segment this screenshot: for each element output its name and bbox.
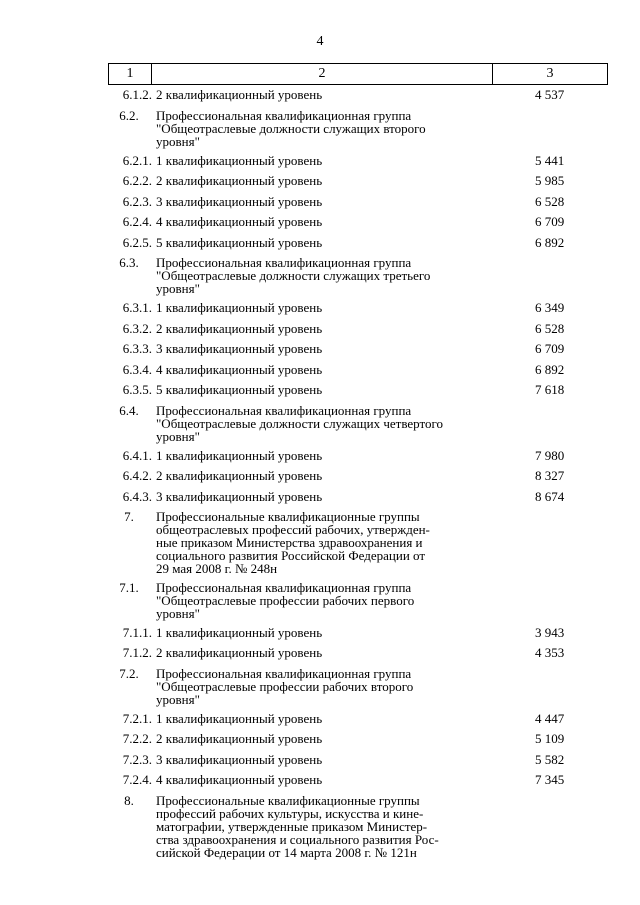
row-text: 3 квалификационный уровень [156, 341, 323, 357]
table-row [0, 490, 640, 511]
row-value: 6 709 [535, 214, 565, 230]
row-text: 4 квалификационный уровень [156, 361, 323, 377]
row-number: 6.2.5. [122, 234, 152, 250]
row-value: 6 892 [535, 234, 565, 250]
row-text: Профессиональные квалификационные группы общеотраслевых профессий рабочих, утвержден- ные приказом Министерства здравоохранения и социального развития Российской Федерации от 29 мая 2008 г. № 248н [156, 509, 430, 577]
table-row [0, 301, 640, 322]
row-value: 8 327 [535, 468, 565, 484]
row-value: 6 892 [535, 361, 565, 377]
row-text: Профессиональная квалификационная группа "Общеотраслевые профессии рабочих второго уровня" [156, 665, 414, 707]
row-number: 7.1.2. [122, 645, 152, 661]
row-number: 6.1.2. [122, 87, 152, 102]
row-text: Профессиональная квалификационная группа "Общеотраслевые профессии рабочих первого уровня" [156, 579, 415, 621]
table-row [0, 667, 640, 712]
row-number: 6.4.2. [122, 468, 152, 484]
row-value: 6 709 [535, 341, 565, 357]
row-value: 5 109 [535, 731, 565, 747]
table-row [0, 753, 640, 774]
table-row [0, 712, 640, 733]
table-row [0, 256, 640, 301]
table-row [0, 154, 640, 175]
table-row [0, 626, 640, 647]
row-text: 5 квалификационный уровень [156, 234, 323, 250]
row-value: 4 537 [535, 87, 565, 102]
row-text: 1 квалификационный уровень [156, 300, 323, 316]
row-text: 1 квалификационный уровень [156, 710, 323, 726]
row-number: 6.2.2. [122, 173, 152, 189]
row-number: 8. [124, 792, 134, 808]
row-text: 3 квалификационный уровень [156, 193, 323, 209]
row-number: 7.2.2. [122, 731, 152, 747]
table-row [0, 469, 640, 490]
column-header-1: 1 [109, 64, 152, 84]
row-number: 6.3.2. [122, 320, 152, 336]
row-text: 2 квалификационный уровень [156, 468, 323, 484]
table-row [0, 363, 640, 384]
table-row [0, 773, 640, 794]
row-number: 7.2. [119, 665, 139, 681]
table-row [0, 646, 640, 667]
row-value: 3 943 [535, 624, 565, 640]
table-row [0, 510, 640, 581]
row-number: 7.2.3. [122, 751, 152, 767]
row-text: 3 квалификационный уровень [156, 751, 323, 767]
row-text: 4 квалификационный уровень [156, 772, 323, 788]
row-text: 1 квалификационный уровень [156, 152, 323, 168]
row-text: 4 квалификационный уровень [156, 214, 323, 230]
row-value: 7 980 [535, 447, 565, 463]
table-row [0, 449, 640, 470]
row-text: 1 квалификационный уровень [156, 447, 323, 463]
row-value: 6 349 [535, 300, 565, 316]
row-value: 7 618 [535, 382, 565, 398]
row-text: Профессиональная квалификационная группа "Общеотраслевые должности служащих второго уровня" [156, 107, 426, 149]
page-number: 4 [316, 34, 324, 49]
table-row [0, 383, 640, 404]
row-value: 7 345 [535, 772, 565, 788]
row-number: 7.1.1. [122, 624, 152, 640]
table-row [0, 732, 640, 753]
row-value: 5 441 [535, 152, 565, 168]
row-number: 6.2.1. [122, 152, 152, 168]
row-number: 6.4.3. [122, 488, 152, 504]
row-value: 8 674 [535, 488, 565, 504]
row-text: 3 квалификационный уровень [156, 488, 323, 504]
row-value: 5 582 [535, 751, 565, 767]
table-row [0, 195, 640, 216]
row-number: 6.4.1. [122, 447, 152, 463]
table-row [0, 174, 640, 195]
row-value: 6 528 [535, 320, 565, 336]
row-number: 6.3.1. [122, 300, 152, 316]
row-text: Профессиональные квалификационные группы профессий рабочих культуры, искусства и кине- матографии, утвержденные приказом Министер- ства здравоохранения и социального развития Рос- сийской Федерации от 14 марта 2008 г. № 121н [156, 792, 439, 860]
row-text: 5 квалификационный уровень [156, 382, 323, 398]
row-text: Профессиональная квалификационная группа "Общеотраслевые должности служащих четвертого уровня" [156, 402, 444, 444]
row-text: 2 квалификационный уровень [156, 87, 323, 102]
row-text: 2 квалификационный уровень [156, 320, 323, 336]
table-header [108, 63, 608, 85]
row-value: 4 447 [535, 710, 565, 726]
row-value: 4 353 [535, 645, 565, 661]
row-number: 6.2.3. [122, 193, 152, 209]
row-text: 2 квалификационный уровень [156, 173, 323, 189]
row-text: Профессиональная квалификационная группа "Общеотраслевые должности служащих третьего уровня" [156, 255, 431, 297]
row-value: 6 528 [535, 193, 565, 209]
row-number: 6.3.5. [122, 382, 152, 398]
table-row [0, 88, 640, 109]
column-header-2: 2 [152, 64, 493, 84]
row-number: 7. [124, 509, 134, 525]
row-number: 6.2.4. [122, 214, 152, 230]
row-number: 6.2. [119, 107, 139, 123]
row-number: 6.3.4. [122, 361, 152, 377]
row-text: 1 квалификационный уровень [156, 624, 323, 640]
table-body [0, 88, 640, 864]
row-number: 7.2.4. [122, 772, 152, 788]
row-text: 2 квалификационный уровень [156, 731, 323, 747]
table-row [0, 109, 640, 154]
column-header-3: 3 [546, 66, 554, 81]
table-row [0, 581, 640, 626]
table-row [0, 322, 640, 343]
row-number: 6.4. [119, 402, 139, 418]
row-number: 6.3. [119, 255, 139, 271]
row-number: 6.3.3. [122, 341, 152, 357]
row-number: 7.1. [119, 579, 139, 595]
table-row [0, 236, 640, 257]
row-text: 2 квалификационный уровень [156, 645, 323, 661]
row-value: 5 985 [535, 173, 565, 189]
row-number: 7.2.1. [122, 710, 152, 726]
table-row [0, 342, 640, 363]
table-row [0, 794, 640, 865]
table-row [0, 404, 640, 449]
table-row [0, 215, 640, 236]
